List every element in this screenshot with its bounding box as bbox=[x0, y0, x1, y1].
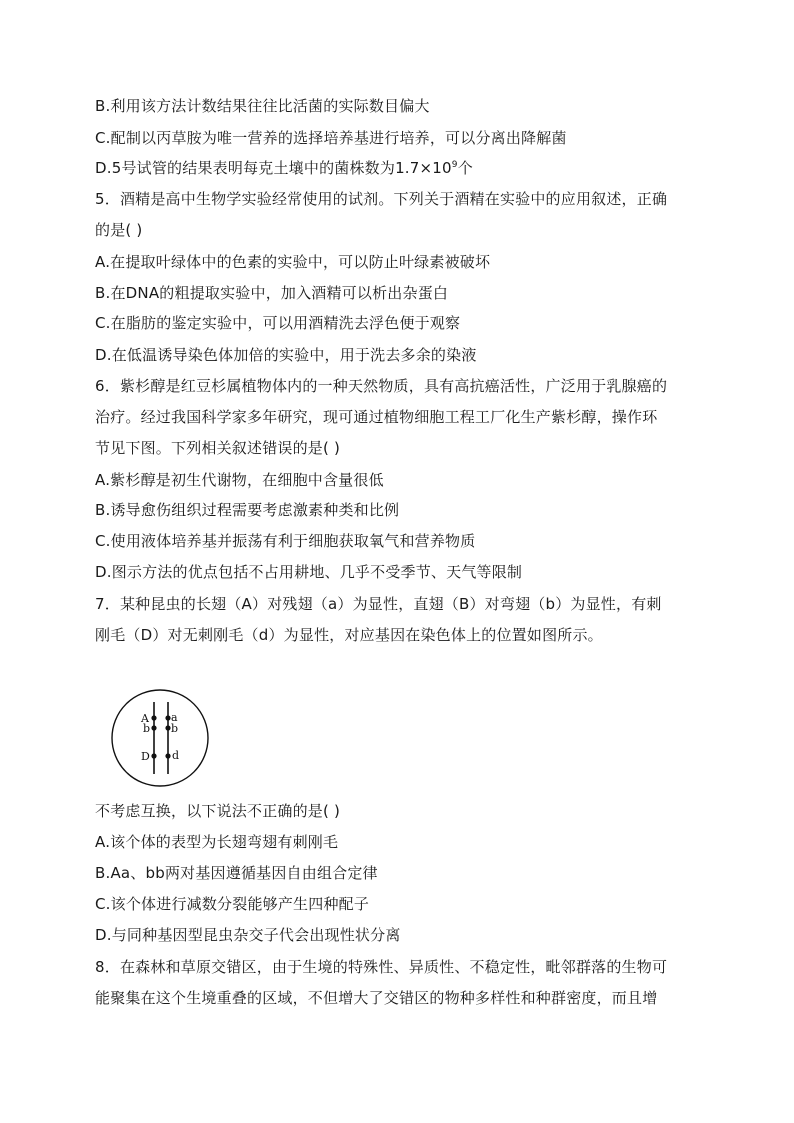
q7-option-c: C.该个体进行减数分裂能够产生四种配子 bbox=[95, 895, 370, 913]
q8-stem-line-2: 能聚集在这个生境重叠的区域，不但增大了交错区的物种多样性和种群密度，而且增 bbox=[95, 989, 658, 1007]
q6-stem-line-2: 治疗。经过我国科学家多年研究，现可通过植物细胞工程工厂化生产紫杉醇，操作环 bbox=[95, 408, 658, 426]
q7-option-b: B.Aa、bb两对基因遵循基因自由组合定律 bbox=[95, 864, 378, 882]
q6-stem-line-3: 节见下图。下列相关叙述错误的是( ) bbox=[95, 439, 341, 457]
locus-b-right bbox=[165, 725, 170, 730]
q5-option-a: A.在提取叶绿体中的色素的实验中，可以防止叶绿素被破坏 bbox=[95, 253, 491, 271]
q7-option-a: A.该个体的表型为长翅弯翅有刺刚毛 bbox=[95, 833, 339, 851]
locus-A bbox=[151, 715, 156, 720]
locus-b-left bbox=[151, 725, 156, 730]
label-b-right: b bbox=[171, 722, 179, 735]
q6-option-d: D.图示方法的优点包括不占用耕地、几乎不受季节、天气等限制 bbox=[95, 563, 523, 581]
label-d: d bbox=[172, 749, 180, 762]
q8-stem-line-1: 8．在森林和草原交错区，由于生境的特殊性、异质性、不稳定性，毗邻群落的生物可 bbox=[95, 958, 668, 976]
label-a: a bbox=[171, 711, 178, 724]
locus-d bbox=[165, 753, 170, 758]
locus-a bbox=[165, 715, 170, 720]
q6-option-c: C.使用液体培养基并振荡有利于细胞获取氧气和营养物质 bbox=[95, 532, 476, 550]
q5-option-c: C.在脂肪的鉴定实验中，可以用酒精洗去浮色便于观察 bbox=[95, 314, 461, 332]
q4-option-b: B.利用该方法计数结果往往比活菌的实际数目偏大 bbox=[95, 97, 430, 115]
q7-stem-line-1: 7．某种昆虫的长翅（A）对残翅（a）为显性，直翅（B）对弯翅（b）为显性，有刺 bbox=[95, 595, 662, 613]
q5-stem-line-1: 5．酒精是高中生物学实验经常使用的试剂。下列关于酒精在实验中的应用叙述，正确 bbox=[95, 190, 668, 208]
chromosome-figure bbox=[110, 688, 210, 788]
q7-stem-line-2: 刚毛（D）对无刺刚毛（d）为显性，对应基因在染色体上的位置如图所示。 bbox=[95, 626, 603, 644]
q7-stem-line-3: 不考虑互换，以下说法不正确的是( ) bbox=[95, 802, 341, 820]
q7-option-d: D.与同种基因型昆虫杂交子代会出现性状分离 bbox=[95, 926, 401, 944]
q6-stem-line-1: 6．紫杉醇是红豆杉属植物体内的一种天然物质，具有高抗癌活性，广泛用于乳腺癌的 bbox=[95, 377, 668, 395]
label-b-left: b bbox=[143, 722, 151, 735]
q5-option-d: D.在低温诱导染色体加倍的实验中，用于洗去多余的染液 bbox=[95, 346, 477, 364]
label-A: A bbox=[141, 712, 149, 725]
q4-option-d bbox=[95, 158, 705, 178]
q5-option-b: B.在DNA的粗提取实验中，加入酒精可以析出杂蛋白 bbox=[95, 284, 449, 302]
q6-option-a: A.紫杉醇是初生代谢物，在细胞中含量很低 bbox=[95, 471, 384, 489]
q4-option-c: C.配制以丙草胺为唯一营养的选择培养基进行培养，可以分离出降解菌 bbox=[95, 129, 567, 147]
q4-option-d-unit: 个 bbox=[457, 159, 473, 177]
locus-D bbox=[151, 753, 156, 758]
q4-option-d-exponent: 9 bbox=[451, 160, 458, 170]
cell-outline bbox=[112, 690, 208, 786]
q6-option-b: B.诱导愈伤组织过程需要考虑激素种类和比例 bbox=[95, 501, 400, 519]
label-D: D bbox=[141, 750, 150, 763]
q4-option-d-text: D.5号试管的结果表明每克土壤中的菌株数为1.7×10 bbox=[95, 159, 452, 177]
q5-stem-line-2: 的是( ) bbox=[95, 221, 143, 239]
